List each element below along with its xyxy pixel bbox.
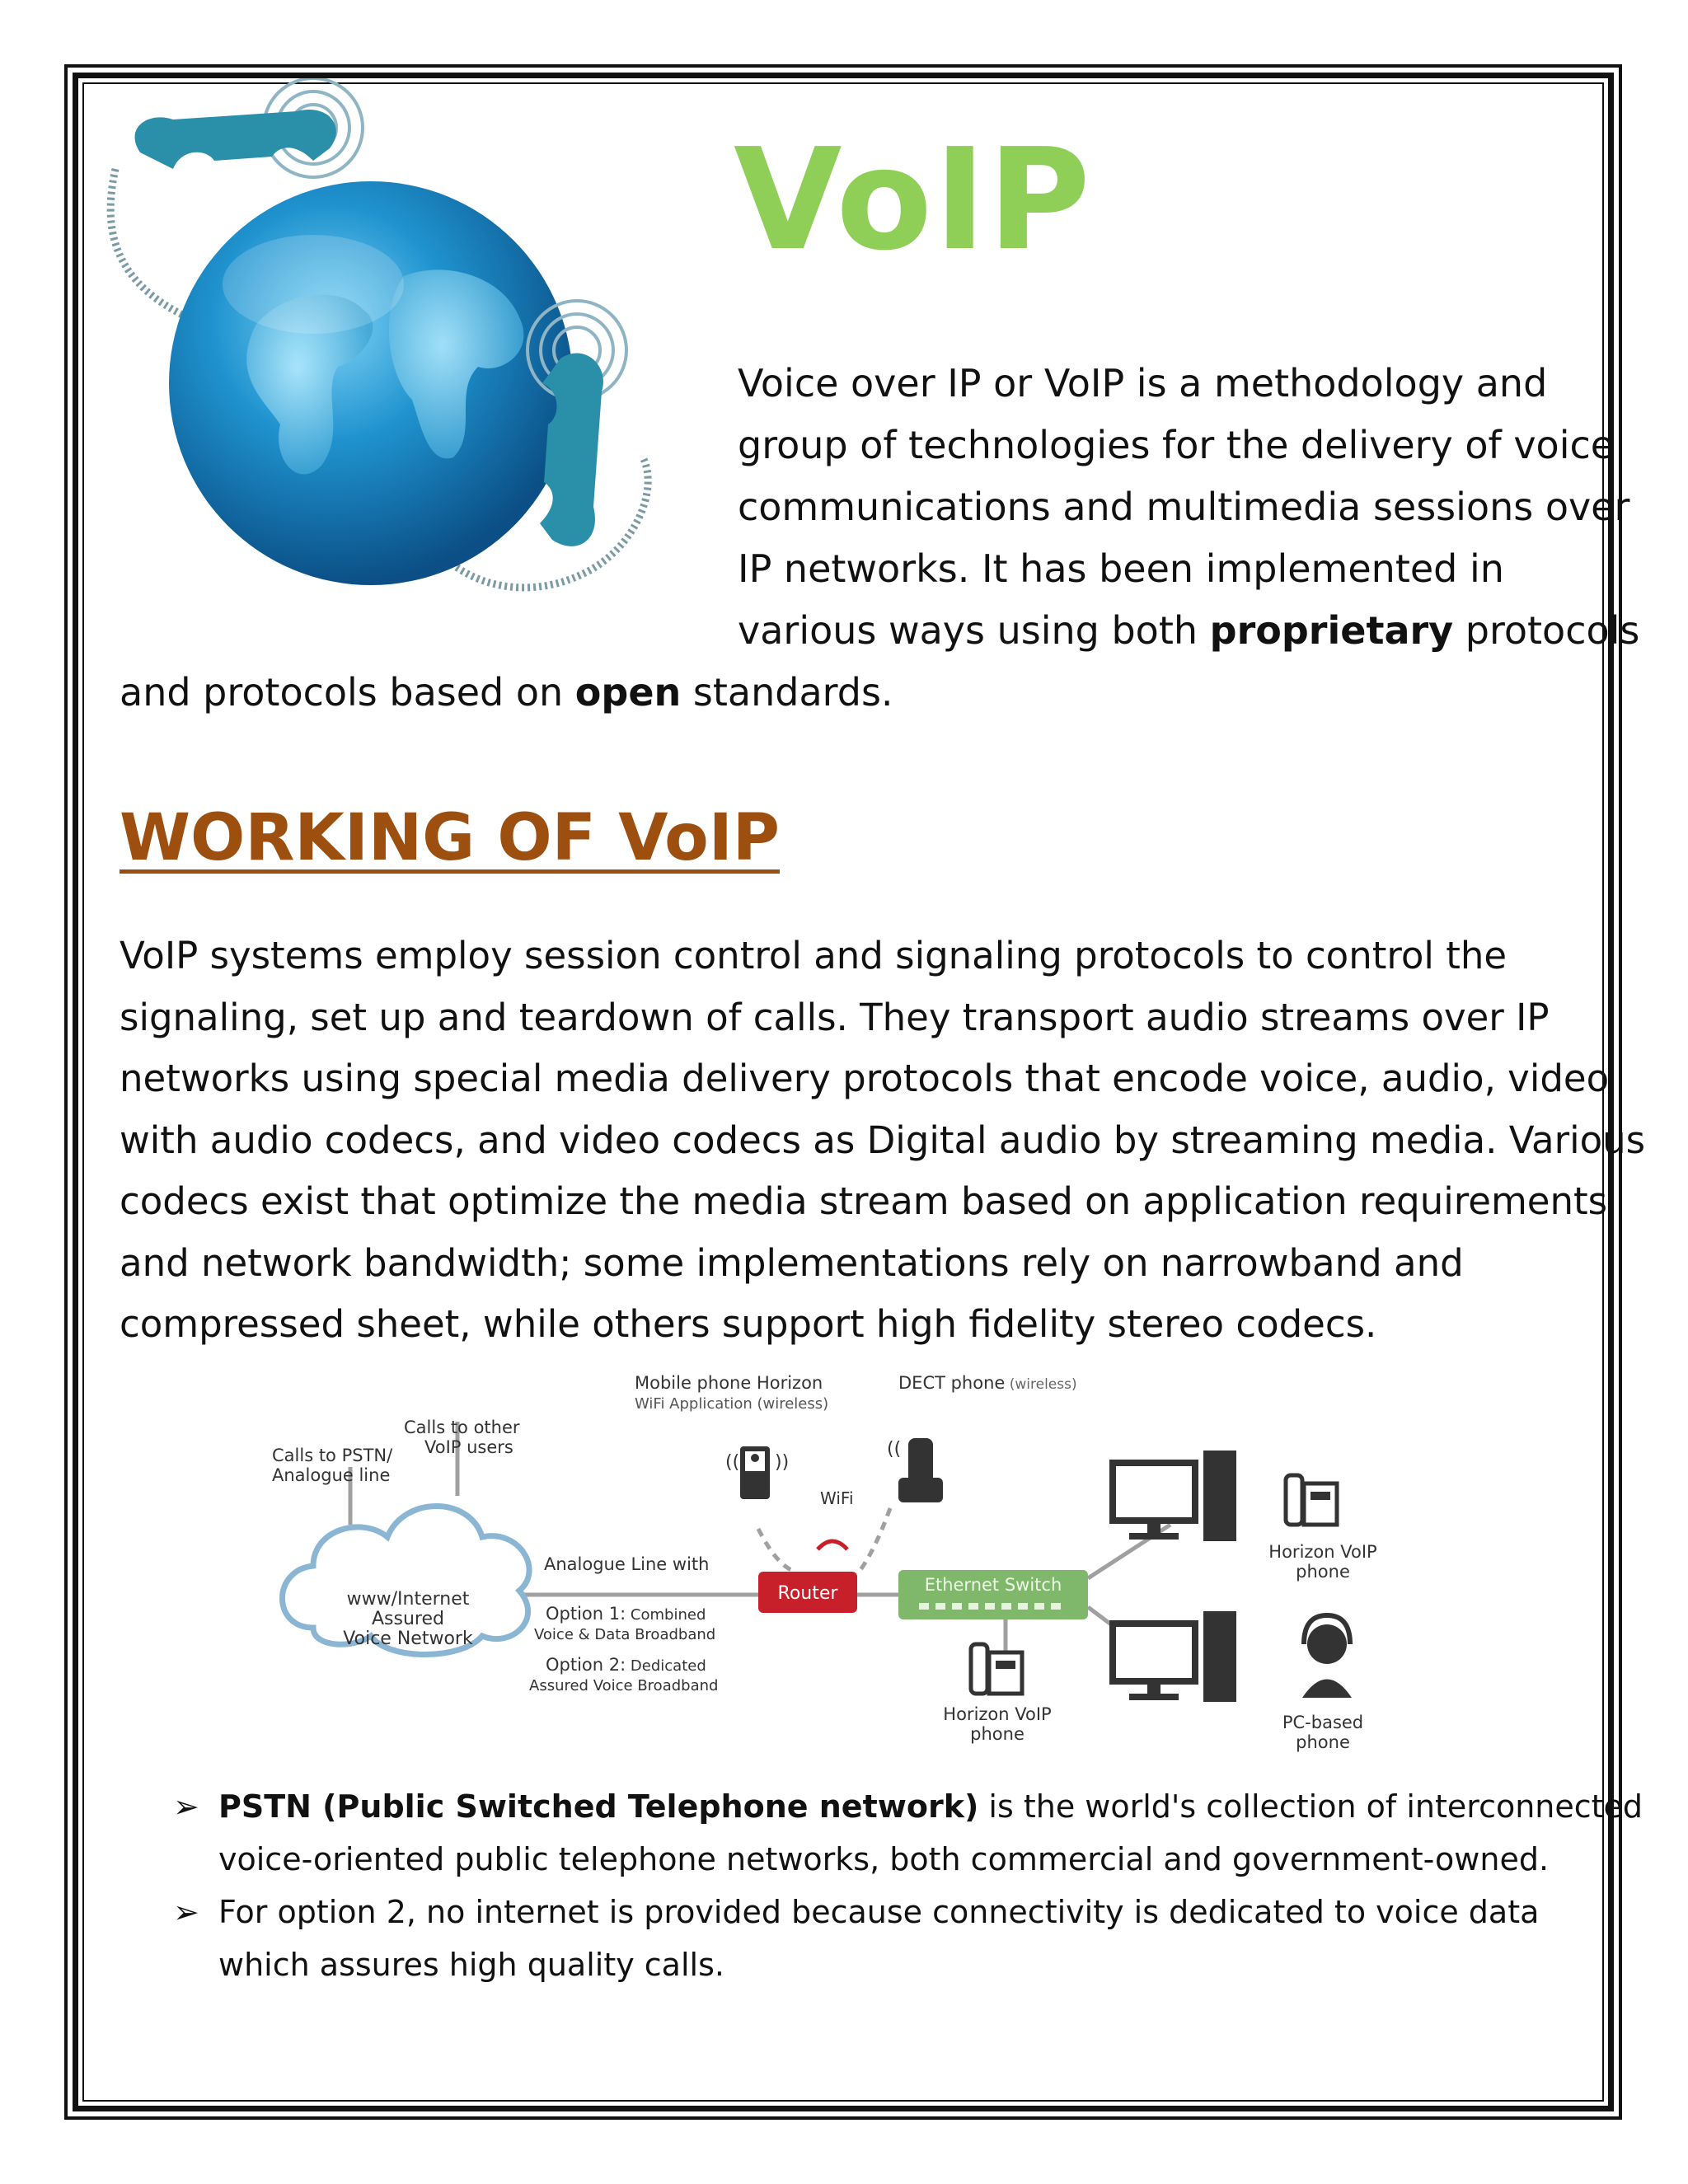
paragraph-line: signaling, set up and teardown of calls. They transport audio streams over IP [120, 995, 1550, 1039]
globe-telephone-illustration [91, 78, 668, 655]
dect-phone-title: DECT phone [898, 1373, 1006, 1393]
wifi-icon [818, 1541, 847, 1549]
desktop-computer-icon [1113, 1611, 1236, 1702]
dect-phone-icon [887, 1438, 943, 1502]
intro-text: and protocols based on [120, 670, 575, 715]
intro-line: communications and multimedia sessions over [738, 485, 1630, 529]
switch-ports [919, 1603, 1061, 1610]
option-desc: Voice & Data Broadband [534, 1626, 716, 1643]
paragraph-line: compressed sheet, while others support high fidelity stereo codecs. [120, 1302, 1377, 1346]
telephone-receiver-icon [540, 354, 603, 546]
svg-text:)): )) [775, 1452, 790, 1473]
mobile-phone-label: Mobile phone Horizon [635, 1373, 823, 1393]
paragraph-line: with audio codecs, and video codecs as Digital audio by streaming media. Various [120, 1118, 1646, 1162]
pc-phone-label: PC-based [1282, 1713, 1364, 1732]
voip-phone-label: phone [1296, 1562, 1350, 1582]
dect-phone-label [898, 1373, 1077, 1393]
option-label [546, 1655, 706, 1675]
cloud-label: www/Internet [346, 1589, 470, 1610]
intro-text: standards. [681, 670, 893, 715]
voip-network-diagram [264, 1372, 1418, 1784]
calls-pstn-label: Analogue line [272, 1465, 391, 1485]
dect-phone-sub: (wireless) [1005, 1376, 1077, 1393]
bullet-line: voice-oriented public telephone networks, both commercial and government-owned. [218, 1841, 1550, 1877]
arrow-bullet-icon: ➢ [173, 1788, 199, 1825]
intro-line: IP networks. It has been implemented in [738, 546, 1504, 591]
page-title: VoIP [734, 119, 1092, 282]
paragraph-line: networks using special media delivery protocols that encode voice, audio, video [120, 1057, 1610, 1100]
calls-voip-label: Calls to other [404, 1418, 520, 1437]
option-label [546, 1604, 706, 1624]
working-paragraph [120, 926, 1646, 1356]
calls-voip-label: VoIP users [424, 1437, 513, 1457]
intro-bold-term: proprietary [1209, 608, 1454, 653]
switch-label: Ethernet Switch [924, 1575, 1062, 1595]
bullet-text: is the world's collection of interconnected [978, 1788, 1643, 1825]
paragraph-line: codecs exist that optimize the media stream based on application requirements [120, 1179, 1608, 1223]
intro-line [120, 662, 893, 724]
router-label: Router [777, 1583, 838, 1604]
intro-paragraph [738, 353, 1640, 662]
intro-line: group of technologies for the delivery of voice [738, 423, 1615, 467]
bullet-term: PSTN (Public Switched Telephone network) [218, 1788, 979, 1825]
bullet-line [218, 1780, 1643, 1833]
cloud-label: Voice Network [343, 1629, 473, 1649]
intro-line: Voice over IP or VoIP is a methodology and [738, 361, 1548, 405]
svg-text:((: (( [887, 1439, 902, 1460]
bullet-item [173, 1886, 1591, 1991]
bullet-item [173, 1780, 1643, 1886]
bullet-line: For option 2, no internet is provided because connectivity is dedicated to voice data [218, 1894, 1540, 1930]
cloud-label: Assured [372, 1609, 444, 1629]
headset-user-icon [1302, 1615, 1352, 1698]
mobile-phone-sub: WiFi Application (wireless) [635, 1395, 829, 1413]
intro-bold-term: open [574, 670, 682, 715]
intro-text: various ways using both [738, 608, 1210, 653]
analogue-line-label: Analogue Line with [544, 1554, 710, 1574]
wifi-label: WiFi [820, 1488, 854, 1508]
bullet-list [173, 1780, 1643, 1991]
option-number: Option 1: [546, 1604, 626, 1624]
voip-phone-label: Horizon VoIP [943, 1704, 1052, 1724]
mobile-phone-icon [725, 1446, 789, 1499]
desk-phone-icon [971, 1644, 1022, 1694]
voip-phone-label: Horizon VoIP [1268, 1542, 1377, 1562]
voip-phone-label: phone [970, 1724, 1025, 1744]
option-desc: Dedicated [626, 1657, 706, 1675]
desk-phone-icon [1286, 1475, 1337, 1525]
bullet-line: which assures high quality calls. [218, 1947, 724, 1983]
option-desc: Assured Voice Broadband [529, 1677, 719, 1694]
option-number: Option 2: [546, 1655, 626, 1675]
desktop-computer-icon [1113, 1451, 1236, 1541]
paragraph-line: and network bandwidth; some implementations rely on narrowband and [120, 1240, 1464, 1285]
section-heading: WORKING OF VoIP [120, 801, 780, 875]
arrow-bullet-icon: ➢ [173, 1894, 199, 1930]
globe-icon [169, 181, 573, 585]
paragraph-line: VoIP systems employ session control and signaling protocols to control the [120, 934, 1507, 977]
svg-text:((: (( [725, 1452, 740, 1473]
intro-text: protocols [1453, 608, 1640, 653]
telephone-receiver-icon [135, 110, 336, 169]
option-desc: Combined [626, 1606, 706, 1624]
intro-line [738, 600, 1640, 662]
pc-phone-label: phone [1296, 1732, 1350, 1752]
calls-pstn-label: Calls to PSTN/ [272, 1446, 393, 1465]
